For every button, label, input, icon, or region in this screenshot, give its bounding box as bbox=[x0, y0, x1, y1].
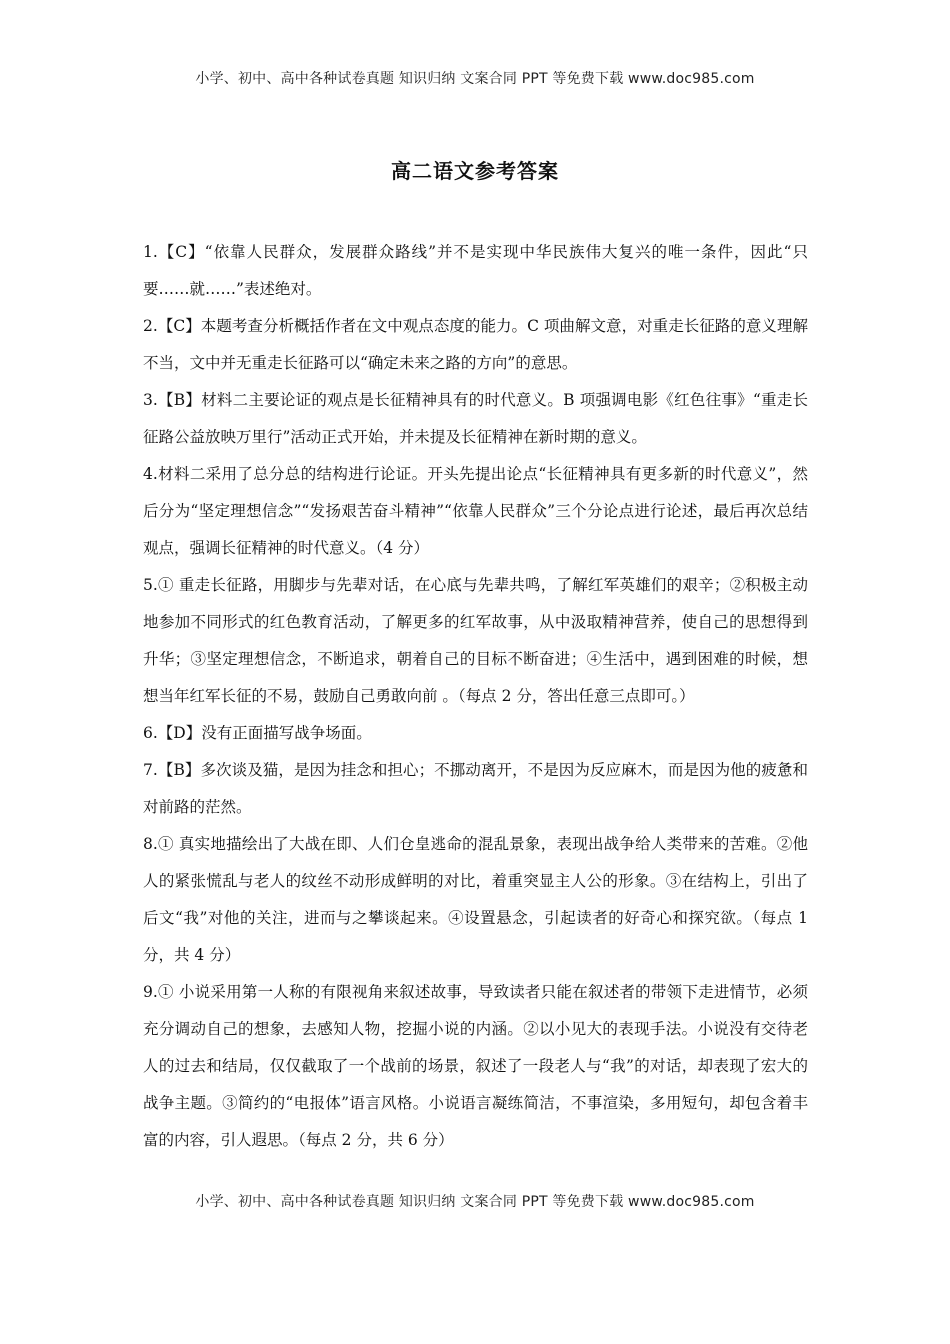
answer-item-8: 8.① 真实地描绘出了大战在即、人们仓皇逃命的混乱景象，表现出战争给人类带来的苦难。②他人的紧张慌乱与老人的纹丝不动形成鲜明的对比，着重突显主人公的形象。③在结构上，引出了后文“我”对他的关注，进而与之攀谈起来。④设置悬念，引起读者的好奇心和探究欲。（每点 1 分，共 4 分） bbox=[143, 835, 808, 964]
answer-item-4: 4.材料二采用了总分总的结构进行论证。开头先提出论点“长征精神具有更多新的时代意义”，然后分为“坚定理想信念”“发扬艰苦奋斗精神”“依靠人民群众”三个分论点进行论述，最后再次总结观点，强调长征精神的时代意义。（4 分） bbox=[143, 465, 808, 557]
answer-item-2: 2.【C】本题考查分析概括作者在文中观点态度的能力。C 项曲解文意，对重走长征路的意义理解不当，文中并无重走长征路可以“确定未来之路的方向”的意思。 bbox=[143, 317, 808, 372]
answer-item-3: 3.【B】材料二主要论证的观点是长征精神具有的时代意义。B 项强调电影《红色往事》“重走长征路公益放映万里行”活动正式开始，并未提及长征精神在新时期的意义。 bbox=[143, 391, 808, 446]
answer-item-7: 7.【B】多次谈及猫，是因为挂念和担心；不挪动离开，不是因为反应麻木，而是因为他的疲惫和对前路的茫然。 bbox=[143, 761, 808, 816]
answer-item-9: 9.① 小说采用第一人称的有限视角来叙述故事，导致读者只能在叙述者的带领下走进情节，必须充分调动自己的想象，去感知人物，挖掘小说的内涵。②以小见大的表现手法。小说没有交待老人的过去和结局，仅仅截取了一个战前的场景，叙述了一段老人与“我”的对话，却表现了宏大的战争主题。③简约的“电报体”语言风格。小说语言凝练简洁，不事渲染，多用短句，却包含着丰富的内容，引人遐思。（每点 2 分，共 6 分） bbox=[143, 983, 808, 1149]
answer-item-6: 6.【D】没有正面描写战争场面。 bbox=[143, 724, 372, 742]
answer-item-5: 5.① 重走长征路，用脚步与先辈对话，在心底与先辈共鸣，了解红军英雄们的艰辛；②积极主动地参加不同形式的红色教育活动，了解更多的红军故事，从中汲取精神营养，使自己的思想得到升华；③坚定理想信念，不断追求，朝着自己的目标不断奋进；④生活中，遇到困难的时候，想想当年红军长征的不易，鼓励自己勇敢向前 。（每点 2 分，答出任意三点即可。） bbox=[143, 576, 808, 705]
header-banner: 小学、初中、高中各种试卷真题 知识归纳 文案合同 PPT 等免费下载 www.doc985.com bbox=[195, 71, 755, 87]
page-title: 高二语文参考答案 bbox=[391, 159, 559, 183]
footer-banner: 小学、初中、高中各种试卷真题 知识归纳 文案合同 PPT 等免费下载 www.doc985.com bbox=[195, 1194, 755, 1210]
answer-list bbox=[143, 234, 808, 1159]
answer-item-1: 1.【C】“依靠人民群众，发展群众路线”并不是实现中华民族伟大复兴的唯一条件，因此“只要……就……”表述绝对。 bbox=[143, 243, 808, 298]
